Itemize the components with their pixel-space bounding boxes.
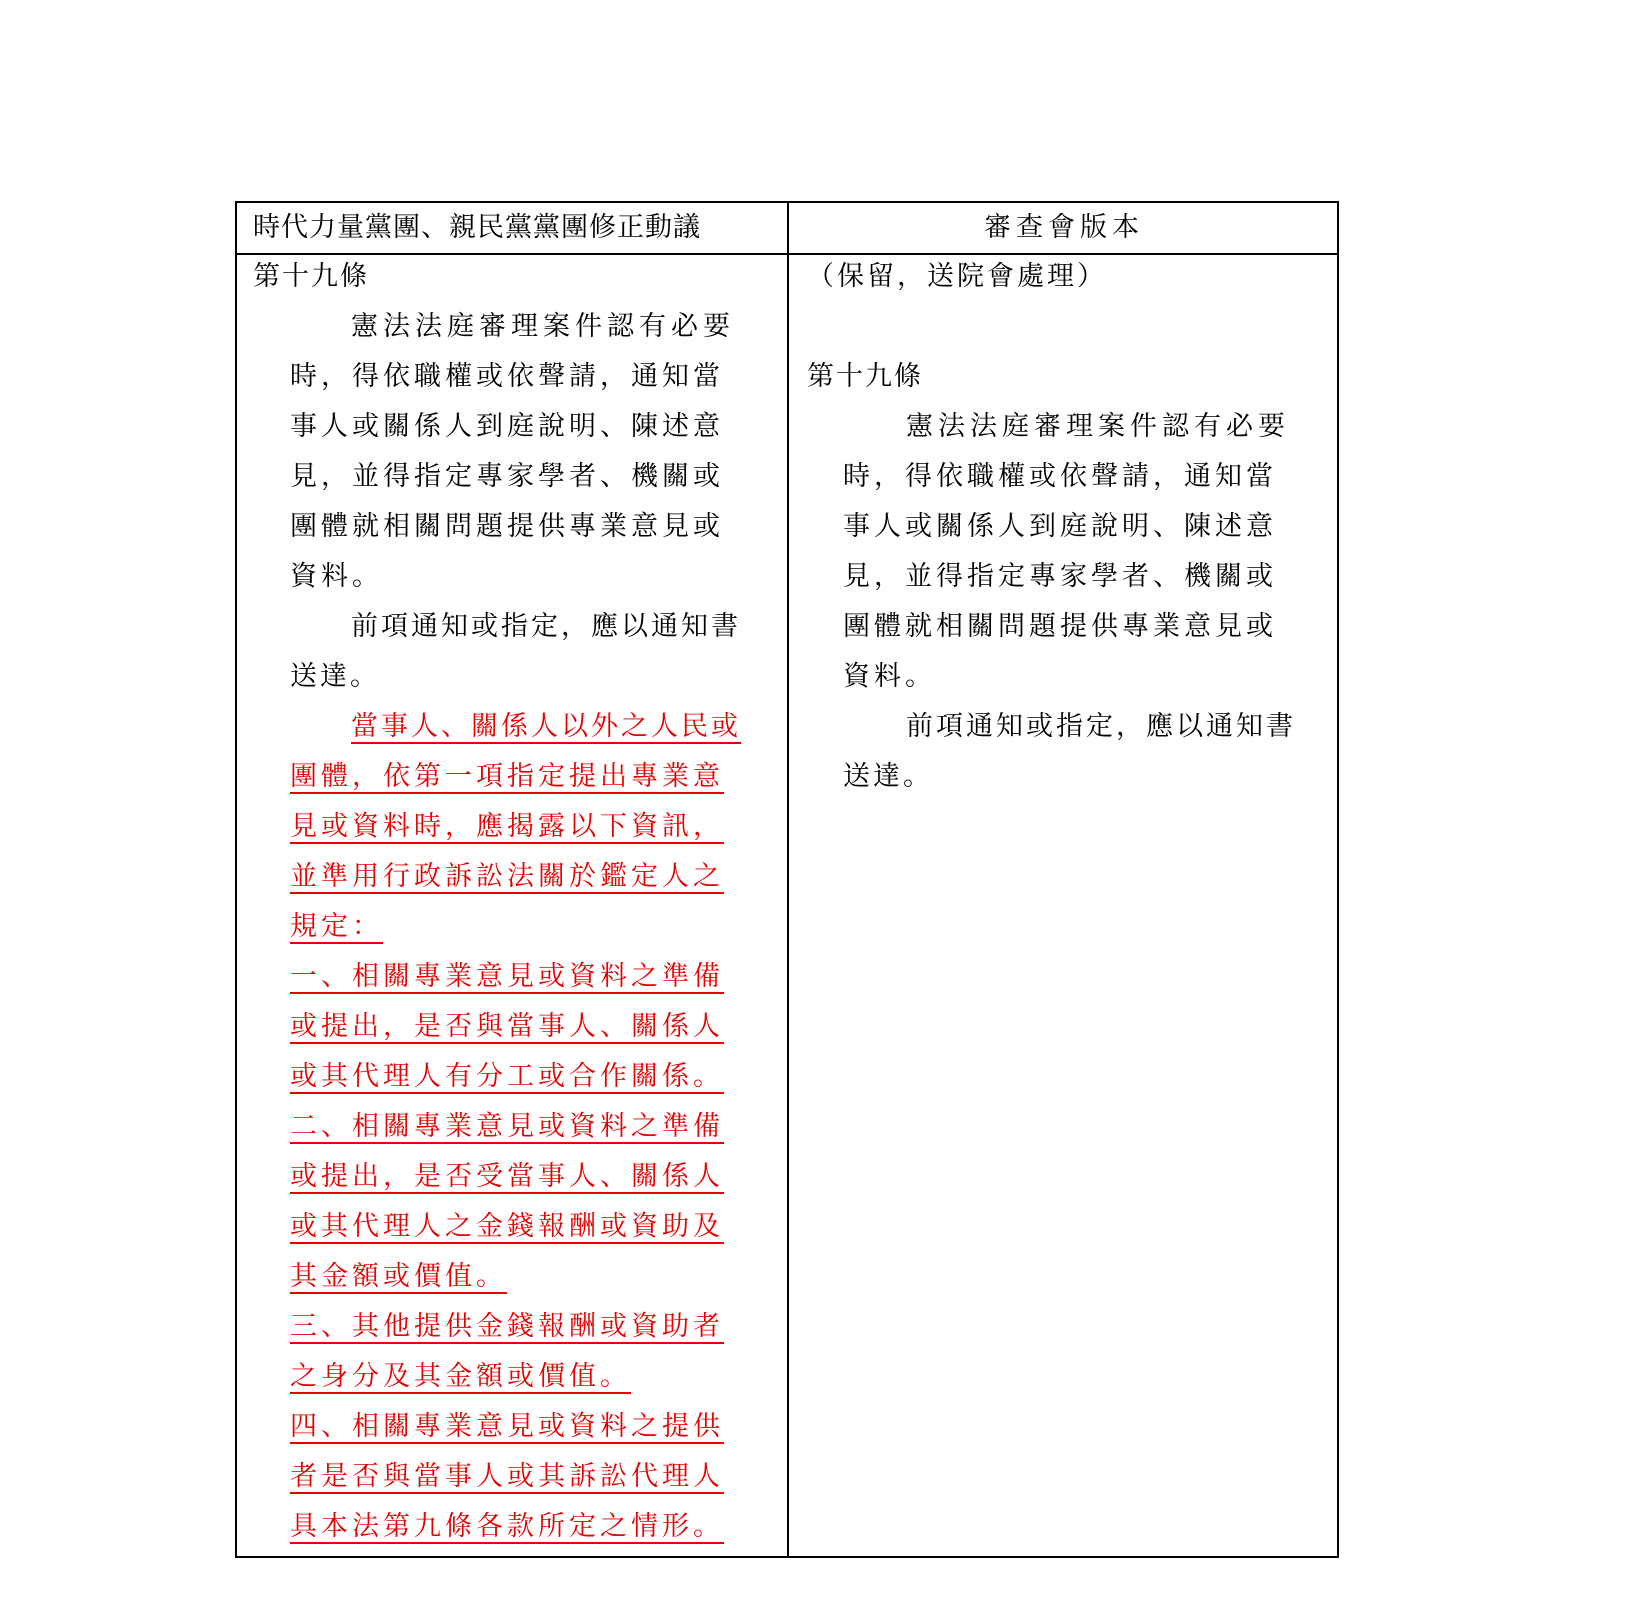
left-p2-line: 送達。: [290, 661, 380, 692]
header-right: 審查會版本: [984, 212, 1144, 243]
left-article-title: 第十九條: [253, 261, 369, 292]
added-line: 四、相關專業意見或資料之提供: [290, 1411, 724, 1442]
added-line: 規定：: [290, 911, 383, 942]
right-p2-line: 送達。: [843, 761, 933, 792]
added-line: 當事人、關係人以外之人民或: [351, 711, 741, 742]
added-line: 具本法第九條各款所定之情形。: [290, 1511, 724, 1542]
left-p1-line: 資料。: [290, 561, 383, 592]
added-line: 並準用行政訴訟法關於鑑定人之: [290, 861, 724, 892]
added-line: 見或資料時，應揭露以下資訊，: [290, 811, 724, 842]
added-line: 或其代理人有分工或合作關係。: [290, 1061, 724, 1092]
left-p1-line: 事人或關係人到庭說明、陳述意: [290, 411, 724, 442]
right-p1-line: 資料。: [843, 661, 936, 692]
header-divider: [237, 253, 1337, 255]
right-p1-line: 憲法法庭審理案件認有必要: [906, 411, 1290, 442]
added-line: 團體，依第一項指定提出專業意: [290, 761, 724, 792]
added-line: 之身分及其金額或價值。: [290, 1361, 631, 1392]
added-line: 一、相關專業意見或資料之準備: [290, 961, 724, 992]
right-note: （保留，送院會處理）: [807, 261, 1107, 292]
right-article-title: 第十九條: [807, 361, 923, 392]
added-line: 二、相關專業意見或資料之準備: [290, 1111, 724, 1142]
left-p2-line: 前項通知或指定，應以通知書: [351, 611, 741, 642]
comparison-table: [235, 201, 1339, 1558]
right-p1-line: 團體就相關問題提供專業意見或: [843, 611, 1277, 642]
added-line: 或其代理人之金錢報酬或資助及: [290, 1211, 724, 1242]
left-p1-line: 憲法法庭審理案件認有必要: [351, 311, 735, 342]
added-line: 其金額或價值。: [290, 1261, 507, 1292]
right-p1-line: 見，並得指定專家學者、機關或: [843, 561, 1277, 592]
added-line: 或提出，是否受當事人、關係人: [290, 1161, 724, 1192]
left-p1-line: 團體就相關問題提供專業意見或: [290, 511, 724, 542]
added-line: 三、其他提供金錢報酬或資助者: [290, 1311, 724, 1342]
added-line: 者是否與當事人或其訴訟代理人: [290, 1461, 724, 1492]
left-p1-line: 見，並得指定專家學者、機關或: [290, 461, 724, 492]
right-p1-line: 時，得依職權或依聲請，通知當: [843, 461, 1277, 492]
right-p2-line: 前項通知或指定，應以通知書: [906, 711, 1296, 742]
header-left: 時代力量黨團、親民黨黨團修正動議: [253, 212, 701, 243]
added-line: 或提出，是否與當事人、關係人: [290, 1011, 724, 1042]
right-p1-line: 事人或關係人到庭說明、陳述意: [843, 511, 1277, 542]
column-divider: [787, 203, 789, 1556]
left-p1-line: 時，得依職權或依聲請，通知當: [290, 361, 724, 392]
